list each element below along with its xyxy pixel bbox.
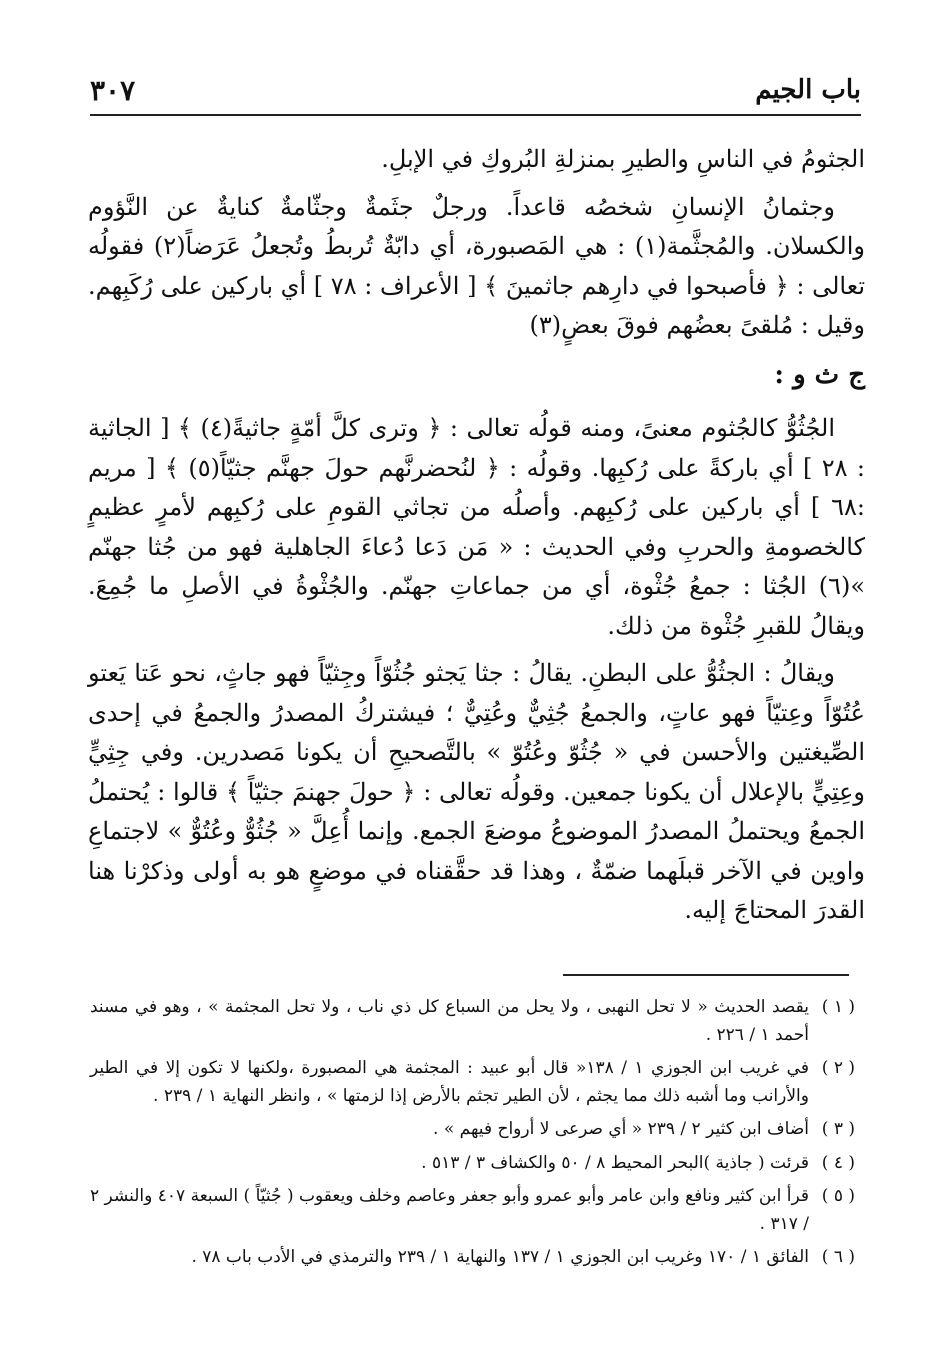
chapter-title: باب الجيم <box>755 75 861 105</box>
footnote-text: يقصد الحديث « لا تحل النهبى ، ولا يحل من السباع كل ذي ناب ، ولا تحل المجثمة » ، وهو في مسند أحمد ١ / ٢٢٦ . <box>90 997 809 1045</box>
footnotes <box>90 994 855 1278</box>
paragraph-1: الجثومُ في الناسِ والطيرِ بمنزلةِ البُروكِ في الإبلِ. <box>381 145 865 173</box>
page-number: ٣٠٧ <box>90 73 136 107</box>
footnote-item <box>90 1183 855 1238</box>
paragraph-3: الجُثُوُّ كالجُثوم معنىً، ومنه قولُه تعالى : ﴿ وترى كلَّ أمّةٍ جاثيةً(٤) ﴾ [ الجاثية : ٢٨ ] أي باركةً على رُكبِها. وقولُه : ﴿ لنُحضرنَّهم حولَ جهنَّم جثيّاً(٥) ﴾ [ مريم :٦٨ ] أي باركين على رُكبِهم. وأصلُه من تجاثي القومِ على رُكبِهم لأمرٍ عظيمٍ كالخصومةِ والحربِ وفي الحديث : « مَن دَعا دُعاءَ الجاهلية فهو من جُثا جهنّم »(٦) الجُثا : جمعُ جُثْوة، أي من جماعاتِ جهنّم. والجُثْوةُ في الأصلِ ما جُمِعَ. ويقالُ للقبرِ جُثْوة من ذلك. <box>88 414 865 640</box>
paragraph-2: وجثمانُ الإنسانِ شخصُه قاعداً. ورجلٌ جثَمةٌ وجثّامةٌ كنايةٌ عن النَّؤوم والكسلان. والمُجثَّمة(١) : هي المَصبورة، أي دابّةٌ تُربطُ وتُجعلُ عَرَضاً(٢) فقولُه تعالى : ﴿ فأصبحوا في دارِهم جاثمينَ ﴾ [ الأعراف : ٧٨ ] أي باركين على رُكَبِهم. وقيل : مُلقىً بعضُهم فوقَ بعضٍ(٣) <box>88 192 866 339</box>
footnote-number: ( ٦ ) <box>821 1247 855 1267</box>
footnote-number: ( ٥ ) <box>821 1186 855 1206</box>
footnote-text: أضاف ابن كثير ٢ / ٢٣٩ « أي صرعى لا أرواح فيهم » . <box>433 1119 809 1139</box>
footnote-number: ( ٣ ) <box>821 1119 855 1139</box>
footnote-item <box>90 1150 855 1178</box>
footnote-item <box>90 1116 855 1144</box>
root-heading: ج ث و : <box>774 359 865 390</box>
footnote-item <box>90 1244 855 1272</box>
footnote-number: ( ٤ ) <box>821 1152 855 1173</box>
footnote-number: ( ١ ) <box>821 997 855 1017</box>
footnote-item <box>90 1055 855 1110</box>
footnote-divider <box>563 974 849 976</box>
main-text <box>88 140 865 939</box>
footnote-text: قرئت ( جاذية )البحر المحيط ٨ / ٥٠ والكشاف ٣ / ٥١٣ . <box>421 1152 809 1173</box>
page-header <box>90 66 861 116</box>
footnote-text: قرأ ابن كثير ونافع وابن عامر وأبو عمرو وأبو جعفر وعاصم وخلف ويعقوب ( جُثيّاً ) السبعة ٤٠٧ والنشر ٢ / ٣١٧ . <box>90 1186 809 1234</box>
footnote-text: الفائق ١ / ١٧٠ وغريب ابن الجوزي ١ / ١٣٧ والنهاية ١ / ٢٣٩ والترمذي في الأدب باب ٧٨ . <box>191 1247 809 1267</box>
paragraph-4: ويقالُ : الجثُوُّ على البطنِ. يقالُ : جثا يَجثو جُثُوّاً وجِثيّاً فهو جاثٍ، نحو عَتا يَعتو عُتُوّاً وعِتيّاً فهو عاتٍ، والجمعُ جُثِيٌّ وعُتِيٌّ ؛ فيشتركُ المصدرُ والجمعُ في إحدى الصِّيغتين والأحسن في « جُثُوّ وعُتُوّ » بالتَّصحيحِ أن يكونا مَصدرين. وفي جِثِيٍّ وعِتِيٍّ بالإعلال أن يكونا جمعين. وقولُه تعالى : ﴿ حولَ جهنمَ جثيّاً ﴾ قالوا : يُحتملُ الجمعُ ويحتملُ المصدرُ الموضوعُ موضعَ الجمع. وإنما أُعِلَّ « جُثُوٌّ وعُتُوٌّ » لاجتماعِ واوين في الآخر قبلَهما ضمّةٌ ، وهذا قد حقَّقناه في موضعٍ هو به أولى وذكرْنا هنا القدرَ المحتاجَ إليه. <box>88 659 865 924</box>
footnote-number: ( ٢ ) <box>821 1058 855 1078</box>
footnote-item <box>90 994 855 1049</box>
footnote-text: في غريب ابن الجوزي ١ / ١٣٨« قال أبو عبيد : المجثمة هي المصبورة ،ولكنها لا تكون إلا في الطير والأرانب وما أشبه ذلك مما يجثم ، لأن الطير تجثم بالأرض إذا لزمتها » ، وانظر النهاية ١ / ٢٣٩ . <box>90 1058 809 1106</box>
